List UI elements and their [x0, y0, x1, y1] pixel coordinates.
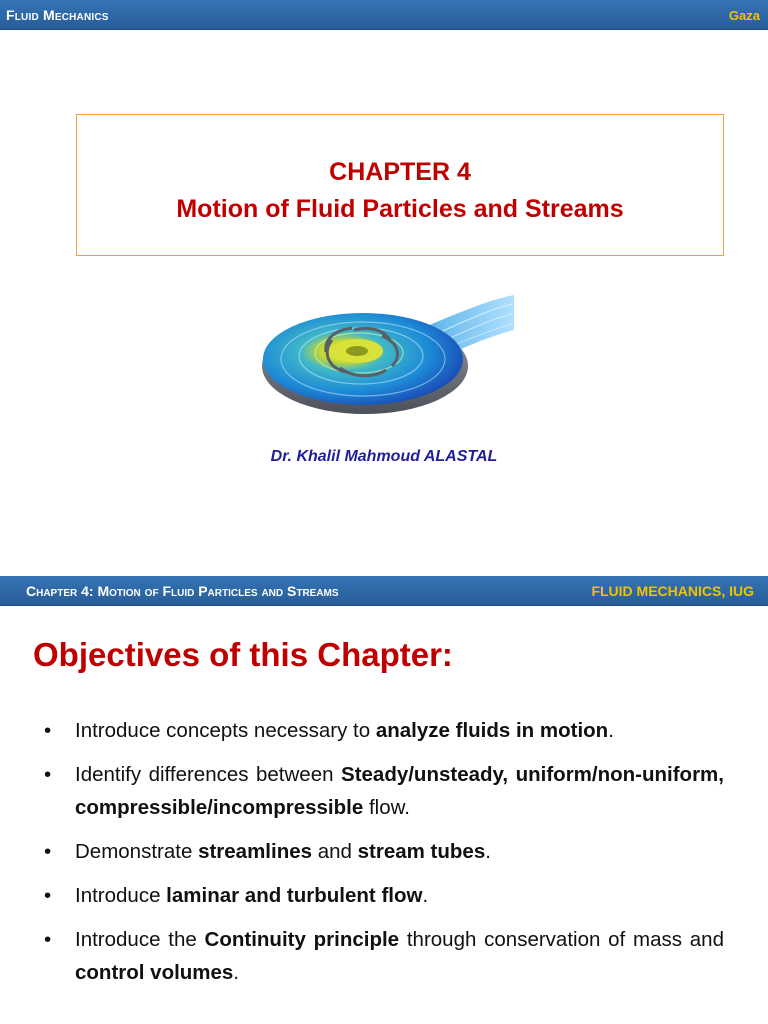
objectives-slide [0, 576, 768, 1024]
course-header-label: FLUID MECHANICS, IUG [591, 583, 754, 599]
author-name: Dr. Khalil Mahmoud ALASTAL [270, 448, 498, 465]
volute-flow-image [262, 290, 516, 428]
pump-volute-illustration [262, 290, 516, 428]
list-item: • Demonstrate streamlines and stream tubes. [44, 835, 724, 868]
chapter-header-title: Chapter 4: Motion of Fluid Particles and Streams [26, 583, 339, 599]
course-title: Fluid Mechanics [6, 7, 109, 23]
header-bar-2 [0, 576, 768, 606]
list-item: • Introduce laminar and turbulent flow. [44, 879, 724, 912]
bullet-icon: • [44, 763, 52, 786]
bullet-icon: • [44, 719, 52, 742]
objectives-heading: Objectives of this Chapter: [33, 636, 453, 673]
bullet-icon: • [44, 928, 52, 951]
chapter-title-box [76, 114, 724, 256]
list-item: • Introduce the Continuity principle through conservation of mass and control volumes. [44, 923, 724, 989]
chapter-number: CHAPTER 4 [329, 158, 471, 186]
list-item: • Identify differences between Steady/unsteady, uniform/non-uniform, compressible/incompressible flow. [44, 758, 724, 824]
bullet-icon: • [44, 840, 52, 863]
chapter-title: Motion of Fluid Particles and Streams [176, 195, 624, 223]
bullet-icon: • [44, 884, 52, 907]
list-item: • Introduce concepts necessary to analyze fluids in motion. [44, 714, 724, 747]
objectives-list [44, 714, 724, 1000]
header-bar [0, 0, 768, 30]
header-location: Gaza [728, 8, 760, 23]
